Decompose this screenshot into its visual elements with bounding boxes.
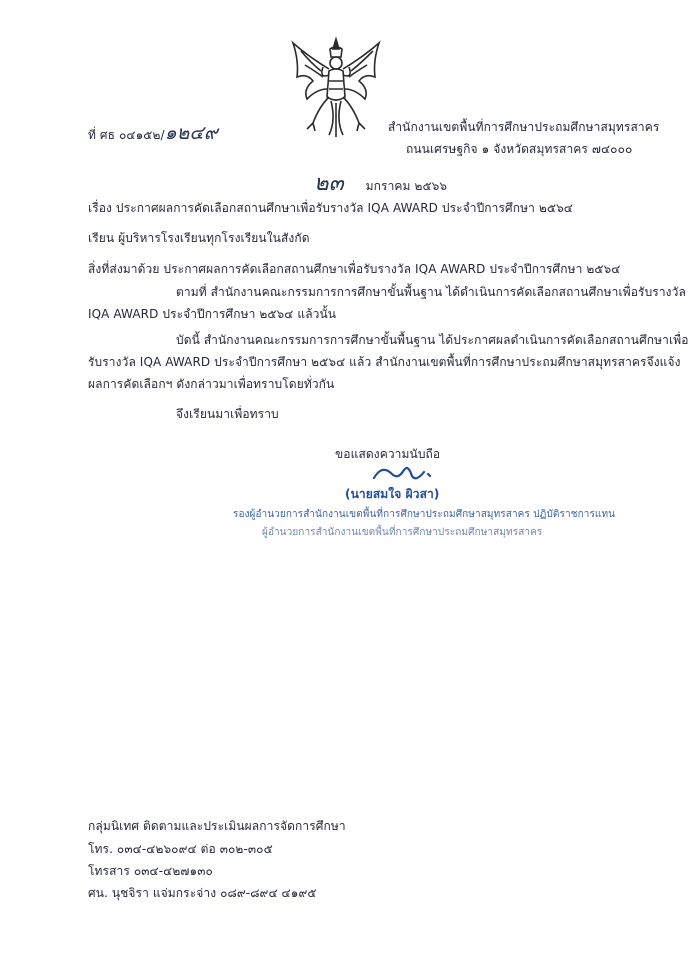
date-day-handwritten: ๒๓ — [314, 171, 344, 196]
paragraph-2-line-2: รับรางวัล IQA AWARD ประจำปีการศึกษา ๒๕๖๔ แล้ว สำนักงานเขตพื้นที่การศึกษาประถมศึกษาสมุทรสาครจึงแจ้ง — [88, 355, 681, 369]
closing-request: จึงเรียนมาเพื่อทราบ — [176, 407, 279, 421]
signer-name: (นายสมใจ ผิวสา) — [345, 487, 440, 501]
office-address: ถนนเศรษฐกิจ ๑ จังหวัดสมุทรสาคร ๗๔๐๐๐ — [406, 142, 633, 156]
salutation: ขอแสดงความนับถือ — [335, 447, 441, 461]
paragraph-1-line-2: IQA AWARD ประจำปีการศึกษา ๒๕๖๔ แล้วนั้น — [88, 307, 337, 321]
garuda-emblem — [289, 37, 383, 141]
subject-line: เรื่อง ประกาศผลการคัดเลือกสถานศึกษาเพื่อรับรางวัล IQA AWARD ประจำปีการศึกษา ๒๕๖๔ — [88, 201, 573, 215]
office-name: สำนักงานเขตพื้นที่การศึกษาประถมศึกษาสมุทรสาคร — [388, 120, 660, 134]
footer-fax: โทรสาร ๐๓๔-๔๒๗๑๓๐ — [88, 864, 213, 878]
date-month-year: มกราคม ๒๕๖๖ — [365, 179, 448, 193]
signer-title-line-2: ผู้อำนวยการสำนักงานเขตพื้นที่การศึกษาประถมศึกษาสมุทรสาคร — [262, 527, 543, 538]
paragraph-2-line-3: ผลการคัดเลือกฯ ดังกล่าวมาเพื่อทราบโดยทั่วกัน — [88, 377, 335, 391]
document-number-prefix: ที่ ศธ ๐๔๑๕๒/ — [88, 128, 165, 142]
footer-contact: ศน. นุชจิรา แจ่มกระจ่าง ๐๘๙-๘๙๔ ๔๑๙๕ — [88, 886, 317, 900]
enclosure-line: สิ่งที่ส่งมาด้วย ประกาศผลการคัดเลือกสถานศึกษาเพื่อรับรางวัล IQA AWARD ประจำปีการศึกษา ๒๕๖๔ — [88, 262, 621, 276]
document-date — [314, 165, 447, 200]
footer-phone: โทร. ๐๓๔-๔๒๖๐๙๔ ต่อ ๓๐๒-๓๐๕ — [88, 842, 273, 856]
paragraph-1-line-1: ตามที่ สำนักงานคณะกรรมการการศึกษาขั้นพื้นฐาน ได้ดำเนินการคัดเลือกสถานศึกษาเพื่อรับรางวัล — [176, 285, 686, 299]
recipient-line: เรียน ผู้บริหารโรงเรียนทุกโรงเรียนในสังกัด — [88, 231, 310, 245]
document-number-handwritten: ๑๒๔๙ — [164, 122, 218, 144]
handwritten-signature — [368, 460, 440, 486]
document-number — [88, 118, 218, 148]
signer-title-line-1: รองผู้อำนวยการสำนักงานเขตพื้นที่การศึกษาประถมศึกษาสมุทรสาคร ปฏิบัติราชการแทน — [233, 509, 616, 520]
paragraph-2-line-1: บัดนี้ สำนักงานคณะกรรมการการศึกษาขั้นพื้นฐาน ได้ประกาศผลดำเนินการคัดเลือกสถานศึกษาเพื่อ — [176, 333, 689, 347]
footer-department: กลุ่มนิเทศ ติดตามและประเมินผลการจัดการศึกษา — [88, 819, 346, 833]
